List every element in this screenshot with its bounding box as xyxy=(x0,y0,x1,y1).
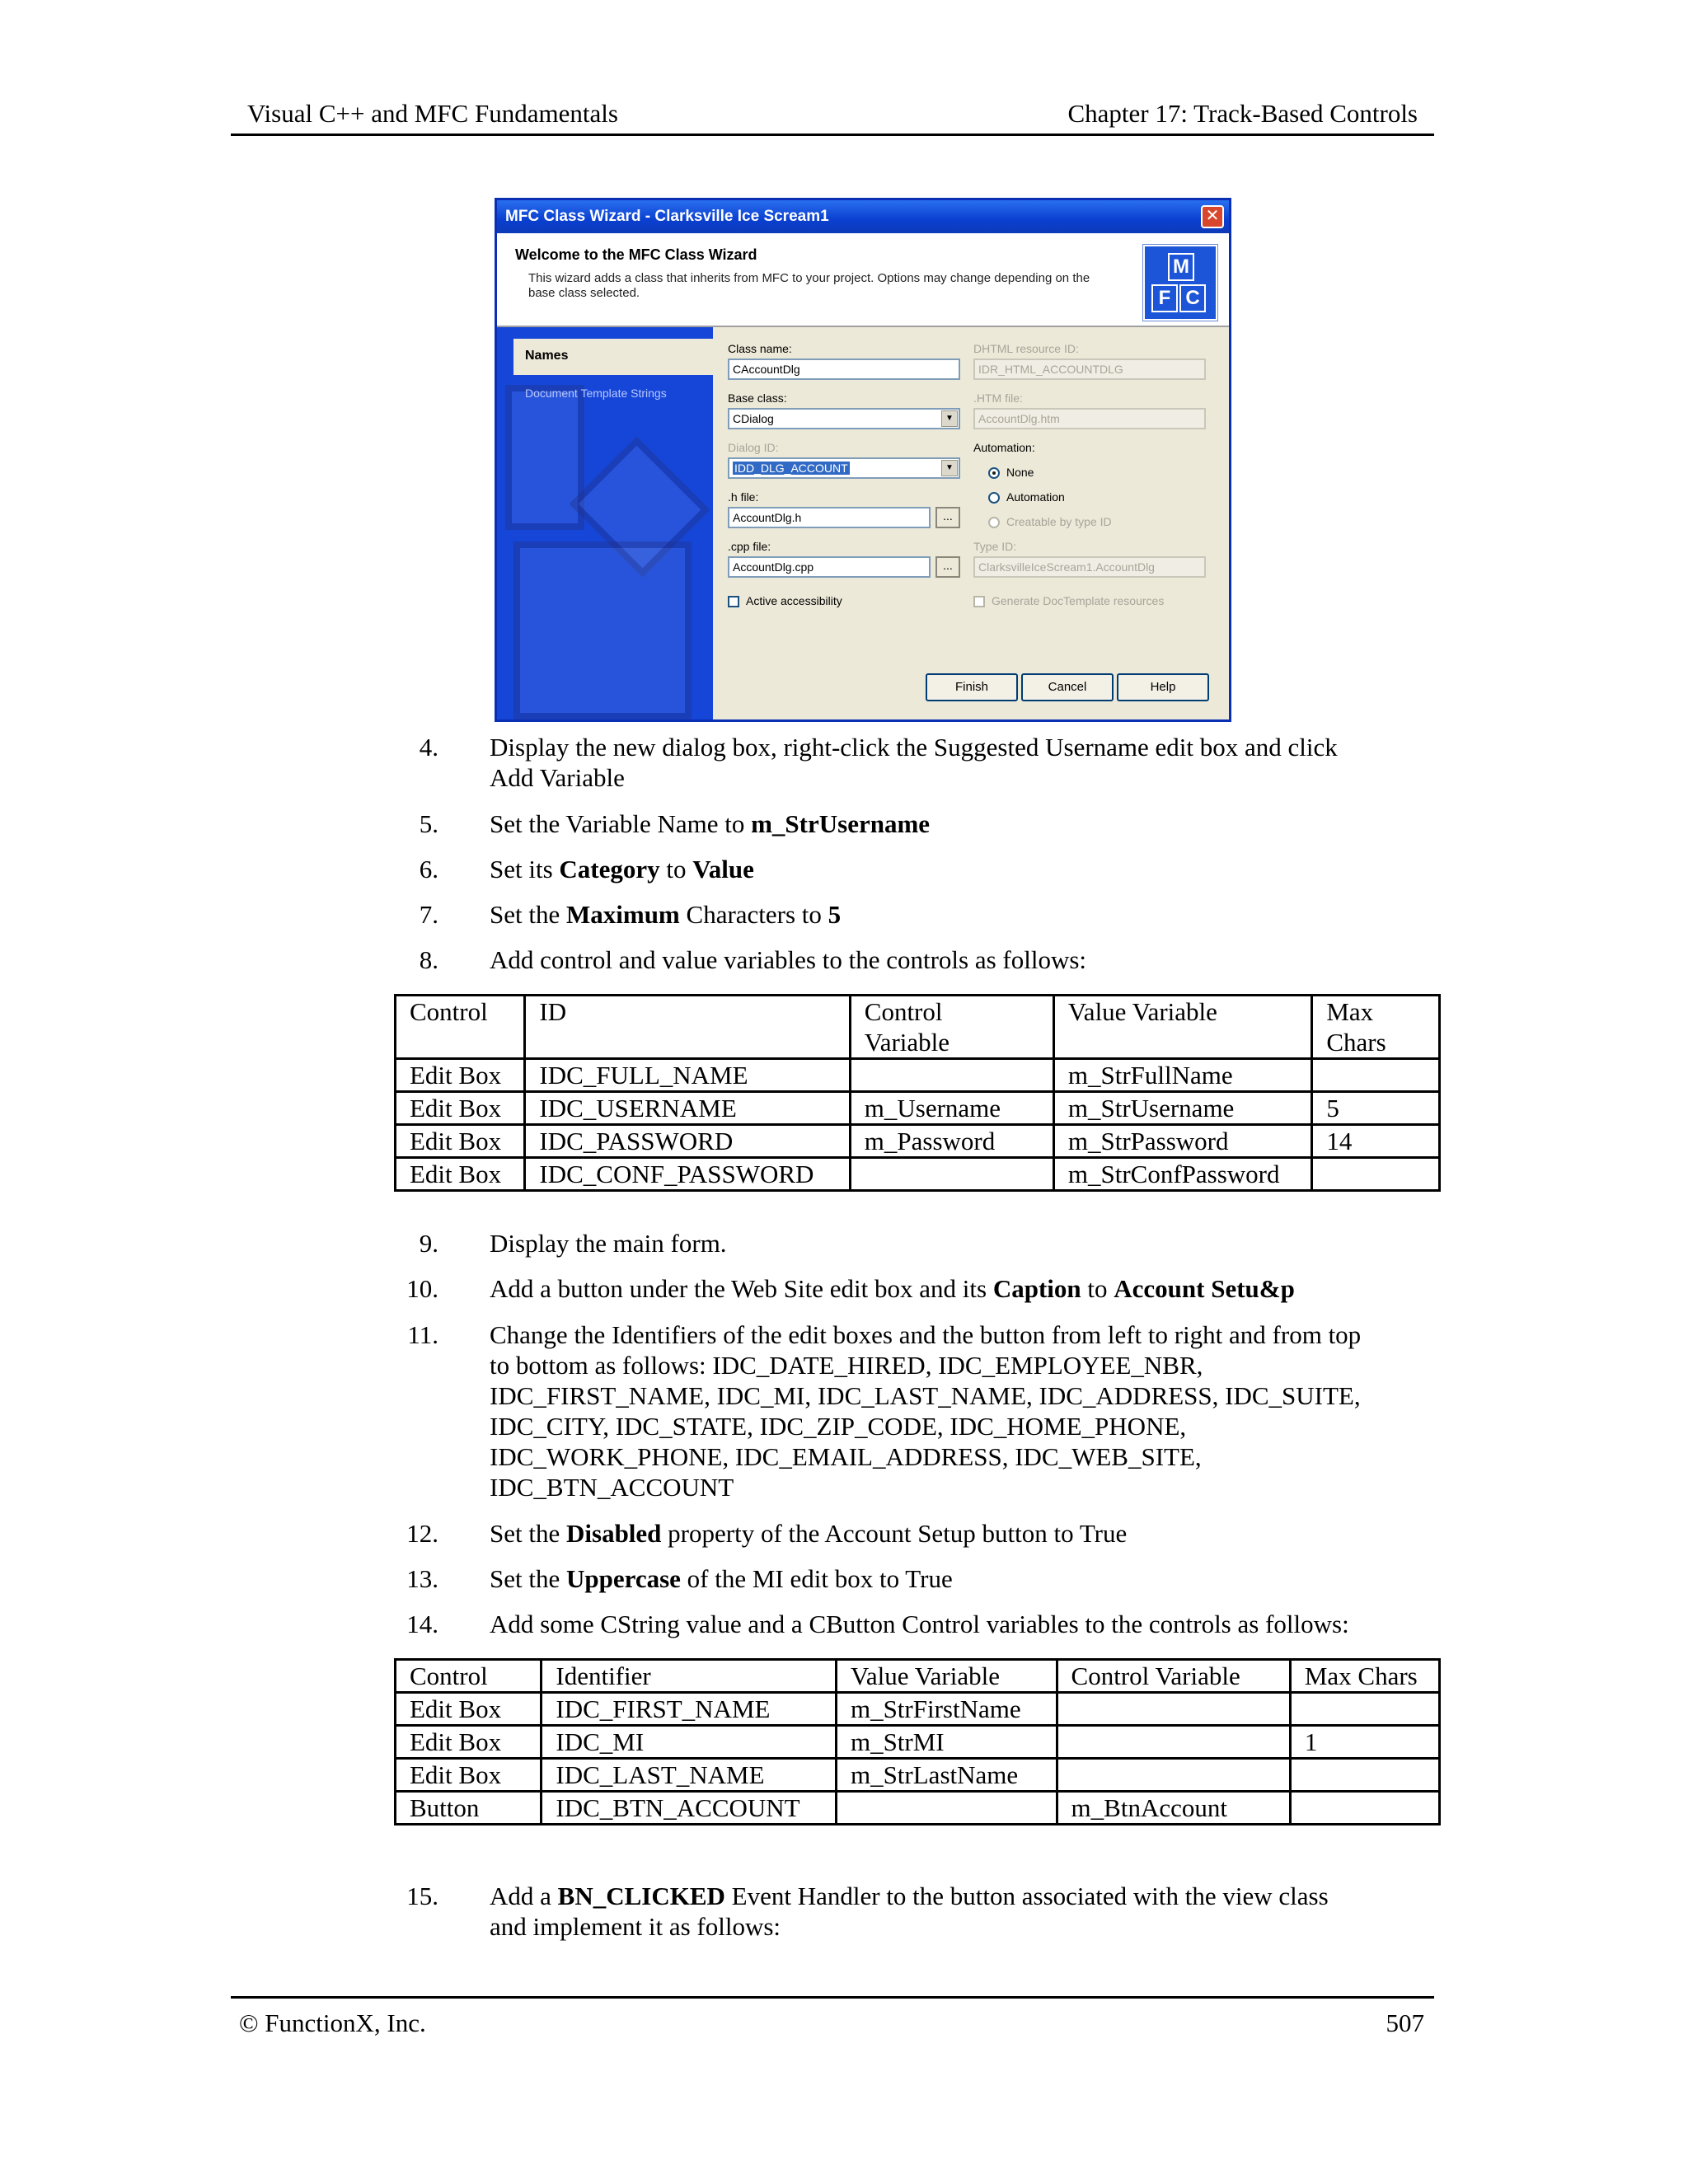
header-chapter-title: Chapter 17: Track-Based Controls xyxy=(1067,99,1418,128)
active-accessibility-label: Active accessibility xyxy=(746,594,842,607)
table-header-cell: Control Variable xyxy=(1057,1660,1290,1693)
step-text: property of the Account Setup button to True xyxy=(661,1519,1128,1548)
active-accessibility-checkbox[interactable] xyxy=(728,596,739,607)
table-cell: 5 xyxy=(1312,1092,1440,1125)
sidebar-decoration xyxy=(513,541,692,719)
generate-doctemplate-label: Generate DocTemplate resources xyxy=(992,594,1165,607)
page-footer xyxy=(231,1996,1434,2037)
step-number: 9. xyxy=(419,1229,438,1258)
table-header-cell: Value Variable xyxy=(836,1660,1057,1693)
table-cell: 14 xyxy=(1312,1125,1440,1158)
class-name-input[interactable]: CAccountDlg xyxy=(728,359,960,380)
close-icon[interactable]: ✕ xyxy=(1201,205,1224,228)
step-text: Add control and value variables to the controls as follows: xyxy=(490,945,1087,974)
table-header-cell: Max Chars xyxy=(1290,1660,1439,1693)
h-file-label: .h file: xyxy=(728,490,759,504)
cpp-file-input[interactable]: AccountDlg.cpp xyxy=(728,556,931,578)
step-bold-text: Category xyxy=(559,855,660,883)
table-header-cell: Max Chars xyxy=(1312,996,1440,1059)
step-text: Event Handler to the button associated with the view class xyxy=(724,1882,1329,1910)
base-class-value: CDialog xyxy=(733,412,774,425)
base-class-select[interactable] xyxy=(728,408,960,429)
header-book-title: Visual C++ and MFC Fundamentals xyxy=(247,99,618,128)
table-cell xyxy=(1312,1059,1440,1092)
table-cell: Button xyxy=(396,1792,542,1825)
table-header-cell: Identifier xyxy=(542,1660,837,1693)
finish-button[interactable]: Finish xyxy=(926,673,1018,701)
automation-automation-radio[interactable] xyxy=(988,492,1000,504)
table-cell: m_Username xyxy=(850,1092,1053,1125)
step-text: IDC_CITY, IDC_STATE, IDC_ZIP_CODE, IDC_HOME_PHONE, xyxy=(490,1412,1187,1441)
step-number: 12. xyxy=(406,1519,438,1548)
step-text: Add some CString value and a CButton Control variables to the controls as follows: xyxy=(490,1610,1349,1638)
table-cell: m_StrLastName xyxy=(836,1759,1057,1792)
step-number: 4. xyxy=(419,733,438,762)
step-text: and implement it as follows: xyxy=(490,1912,781,1941)
automation-creatable-label: Creatable by type ID xyxy=(1006,515,1112,528)
table-cell: Edit Box xyxy=(396,1759,542,1792)
table-cell xyxy=(850,1158,1053,1191)
wizard-description: This wizard adds a class that inherits from MFC to your project. Options may change depending on the base class selected. xyxy=(528,271,1090,300)
step-number: 8. xyxy=(419,945,438,974)
step-bold-text: Value xyxy=(692,855,754,883)
step-bold-text: Account Setu&p xyxy=(1114,1274,1295,1303)
class-name-label: Class name: xyxy=(728,342,792,355)
step-number: 14. xyxy=(406,1610,438,1638)
table-row xyxy=(396,1125,1440,1158)
table-cell: Edit Box xyxy=(396,1726,542,1759)
step-text: Display the new dialog box, right-click the Suggested Username edit box and click xyxy=(490,733,1338,762)
table-cell: Edit Box xyxy=(396,1059,525,1092)
step-number: 11. xyxy=(407,1320,438,1349)
table-header-cell: ID xyxy=(525,996,850,1059)
step-bold-text: BN_CLICKED xyxy=(557,1882,725,1910)
wizard-title-bar xyxy=(497,200,1229,233)
table-cell: IDC_MI xyxy=(542,1726,837,1759)
table-cell: m_StrFirstName xyxy=(836,1693,1057,1726)
step-text: IDC_WORK_PHONE, IDC_EMAIL_ADDRESS, IDC_WEB_SITE, xyxy=(490,1442,1202,1471)
mfc-logo-icon xyxy=(1143,245,1217,321)
table-cell: m_StrMI xyxy=(836,1726,1057,1759)
step-bold-text: Uppercase xyxy=(566,1564,681,1593)
table-cell xyxy=(1057,1759,1290,1792)
table-cell: IDC_CONF_PASSWORD xyxy=(525,1158,850,1191)
page-header xyxy=(231,97,1434,136)
table-cell xyxy=(1290,1792,1439,1825)
dhtml-resource-id-label: DHTML resource ID: xyxy=(973,342,1079,355)
table-row xyxy=(396,1059,1440,1092)
table-cell xyxy=(1312,1158,1440,1191)
table-row xyxy=(396,1726,1440,1759)
step-number: 10. xyxy=(406,1274,438,1303)
step-number: 15. xyxy=(406,1882,438,1910)
table-cell: Edit Box xyxy=(396,1693,542,1726)
table-cell: m_StrUsername xyxy=(1053,1092,1311,1125)
cpp-file-browse-button[interactable]: ... xyxy=(935,556,960,578)
table-cell: 1 xyxy=(1290,1726,1439,1759)
automation-automation-label: Automation xyxy=(1006,490,1065,504)
cstring-cbutton-variables-table xyxy=(394,1658,1441,1825)
wizard-heading: Welcome to the MFC Class Wizard xyxy=(515,246,757,263)
step-number: 13. xyxy=(406,1564,438,1593)
table-header-row xyxy=(396,1660,1440,1693)
table-row xyxy=(396,1693,1440,1726)
table-cell xyxy=(1057,1726,1290,1759)
page-number: 507 xyxy=(1386,2008,1424,2037)
table-cell: IDC_FULL_NAME xyxy=(525,1059,850,1092)
automation-creatable-radio[interactable] xyxy=(988,517,1000,528)
logo-letter-m: M xyxy=(1168,253,1194,281)
step-number: 6. xyxy=(419,855,438,883)
automation-none-radio[interactable] xyxy=(988,467,1000,479)
table-header-row xyxy=(396,996,1440,1059)
table-row xyxy=(396,1158,1440,1191)
wizard-banner xyxy=(497,233,1229,327)
table-cell xyxy=(1290,1693,1439,1726)
step-bold-text: Maximum xyxy=(566,900,680,929)
step-bold-text: Caption xyxy=(992,1274,1081,1303)
table-cell: m_BtnAccount xyxy=(1057,1792,1290,1825)
table-header-cell: Control xyxy=(396,996,525,1059)
control-variables-table xyxy=(394,994,1441,1192)
step-text: Add a button under the Web Site edit box and its xyxy=(490,1274,993,1303)
logo-letter-f: F xyxy=(1151,284,1178,312)
table-cell xyxy=(1057,1693,1290,1726)
logo-letter-c: C xyxy=(1179,284,1206,312)
htm-file-input[interactable]: AccountDlg.htm xyxy=(973,408,1206,429)
table-cell: IDC_BTN_ACCOUNT xyxy=(542,1792,837,1825)
table-header-cell: Value Variable xyxy=(1053,996,1311,1059)
dhtml-resource-id-input[interactable]: IDR_HTML_ACCOUNTDLG xyxy=(973,359,1206,380)
step-text: Set the xyxy=(490,1564,566,1593)
sidebar-item-label: Names xyxy=(525,349,569,363)
step-bold-text: m_StrUsername xyxy=(751,809,931,838)
wizard-title: MFC Class Wizard - Clarksville Ice Scream1 xyxy=(505,208,829,225)
table-header-cell: Control Variable xyxy=(850,996,1053,1059)
generate-doctemplate-checkbox[interactable] xyxy=(973,596,985,607)
step-bold-text: 5 xyxy=(828,900,842,929)
table-cell: Edit Box xyxy=(396,1092,525,1125)
dialog-id-value: IDD_DLG_ACCOUNT xyxy=(734,462,848,475)
dialog-id-label: Dialog ID: xyxy=(728,441,779,454)
table-cell xyxy=(836,1792,1057,1825)
table-row xyxy=(396,1792,1440,1825)
footer-copyright: © FunctionX, Inc. xyxy=(239,2008,426,2037)
chevron-down-icon[interactable]: ▼ xyxy=(941,460,958,476)
step-text: to bottom as follows: IDC_DATE_HIRED, IDC_EMPLOYEE_NBR, xyxy=(490,1351,1203,1380)
table-cell xyxy=(850,1059,1053,1092)
table-cell: IDC_LAST_NAME xyxy=(542,1759,837,1792)
mfc-class-wizard-screenshot xyxy=(495,198,1231,722)
step-text: to xyxy=(659,855,693,883)
automation-none-label: None xyxy=(1006,466,1034,479)
table-row xyxy=(396,1092,1440,1125)
table-cell: m_StrConfPassword xyxy=(1053,1158,1311,1191)
table-row xyxy=(396,1759,1440,1792)
table-cell xyxy=(1290,1759,1439,1792)
table-cell: m_StrPassword xyxy=(1053,1125,1311,1158)
type-id-label: Type ID: xyxy=(973,540,1017,553)
table-cell: Edit Box xyxy=(396,1158,525,1191)
wizard-sidebar xyxy=(497,327,713,722)
sidebar-item-names[interactable] xyxy=(513,339,713,375)
step-text: Change the Identifiers of the edit boxes and the button from left to right and from top xyxy=(490,1320,1362,1349)
table-cell: m_StrFullName xyxy=(1053,1059,1311,1092)
step-text: of the MI edit box to True xyxy=(680,1564,953,1593)
step-text: IDC_BTN_ACCOUNT xyxy=(490,1473,734,1502)
h-file-input[interactable]: AccountDlg.h xyxy=(728,507,931,528)
cpp-file-label: .cpp file: xyxy=(728,540,771,553)
table-cell: IDC_PASSWORD xyxy=(525,1125,850,1158)
base-class-label: Base class: xyxy=(728,391,787,405)
table-cell: IDC_FIRST_NAME xyxy=(542,1693,837,1726)
chevron-down-icon[interactable]: ▼ xyxy=(941,410,958,427)
step-text: Display the main form. xyxy=(490,1229,727,1258)
table-cell: m_Password xyxy=(850,1125,1053,1158)
table-header-cell: Control xyxy=(396,1660,542,1693)
step-text: IDC_FIRST_NAME, IDC_MI, IDC_LAST_NAME, IDC_ADDRESS, IDC_SUITE, xyxy=(490,1381,1361,1410)
h-file-browse-button[interactable]: ... xyxy=(935,507,960,528)
step-text: Add a xyxy=(490,1882,558,1910)
step-bold-text: Disabled xyxy=(566,1519,662,1548)
step-number: 7. xyxy=(419,900,438,929)
htm-file-label: .HTM file: xyxy=(973,391,1023,405)
step-text: to xyxy=(1081,1274,1114,1303)
step-text: Set the xyxy=(490,1519,566,1548)
type-id-input[interactable]: ClarksvilleIceScream1.AccountDlg xyxy=(973,556,1206,578)
step-text: Characters to xyxy=(679,900,828,929)
step-text: Set its xyxy=(490,855,560,883)
step-text: Add Variable xyxy=(490,763,625,792)
sidebar-item-document-template-strings[interactable]: Document Template Strings xyxy=(525,387,667,400)
help-button[interactable]: Help xyxy=(1117,673,1209,701)
table-cell: IDC_USERNAME xyxy=(525,1092,850,1125)
automation-label: Automation: xyxy=(973,441,1035,454)
step-number: 5. xyxy=(419,809,438,838)
table-cell: Edit Box xyxy=(396,1125,525,1158)
cancel-button[interactable]: Cancel xyxy=(1021,673,1114,701)
step-text: Set the Variable Name to xyxy=(490,809,752,838)
step-text: Set the xyxy=(490,900,566,929)
dialog-id-select[interactable] xyxy=(728,457,960,479)
